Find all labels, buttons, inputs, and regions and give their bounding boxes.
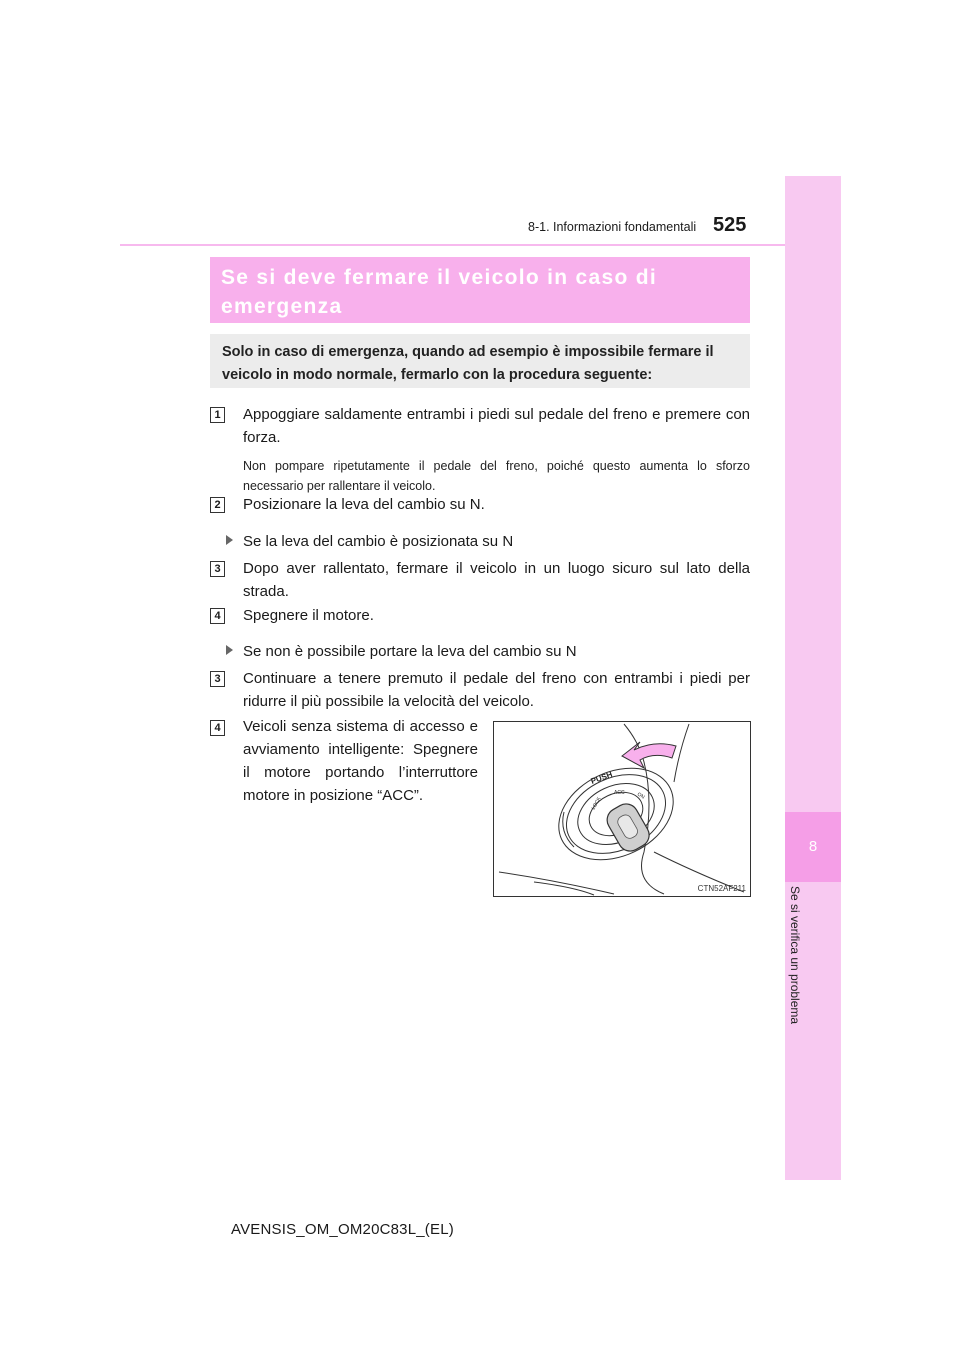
page-number: 525 bbox=[713, 214, 747, 236]
step-badge: 2 bbox=[210, 497, 225, 513]
header-rule bbox=[120, 244, 785, 246]
section-title-box bbox=[210, 257, 750, 323]
step-badge: 1 bbox=[210, 407, 225, 423]
triangle-bullet-icon bbox=[226, 535, 233, 545]
step-badge: 3 bbox=[210, 561, 225, 577]
intro-box bbox=[210, 334, 750, 388]
section-title: Se si deve fermare il veicolo in caso di emergenza bbox=[221, 266, 658, 318]
case-heading bbox=[226, 641, 577, 663]
triangle-bullet-icon bbox=[226, 645, 233, 655]
acc-label: ACC bbox=[614, 790, 625, 796]
chapter-title-vertical bbox=[780, 886, 810, 1066]
step-badge: 4 bbox=[210, 720, 225, 736]
lock-label: LOCK bbox=[590, 796, 603, 811]
section-reference: 8-1. Informazioni fondamentali bbox=[528, 220, 697, 234]
on-label: ON bbox=[636, 791, 646, 801]
push-label: PUSH bbox=[589, 769, 614, 786]
ignition-key-illustration bbox=[494, 722, 750, 896]
intro-text: Solo in caso di emergenza, quando ad esempio è impossibile fermare il veicolo in modo normale, fermarlo con la procedura seguente: bbox=[222, 344, 714, 383]
step-text: Dopo aver rallentato, fermare il veicolo in un luogo sicuro sul lato della strada. bbox=[243, 560, 750, 600]
chapter-title-text: Se si verifica un problema bbox=[788, 886, 802, 1025]
chapter-number-tab: 8 bbox=[785, 812, 841, 882]
step-text: Posizionare la leva del cambio su N. bbox=[243, 496, 485, 513]
step-badge: 4 bbox=[210, 608, 225, 624]
case-heading-text: Se non è possibile portare la leva del cambio su N bbox=[243, 643, 577, 660]
figure-code: CTN52AF211 bbox=[697, 884, 746, 893]
ignition-switch-figure bbox=[493, 721, 751, 897]
case-heading bbox=[226, 531, 513, 553]
step-note: Non pompare ripetutamente il pedale del freno, poiché questo aumenta lo sforzo necessario per rallentare il veicolo. bbox=[243, 459, 750, 493]
case-heading-text: Se la leva del cambio è posizionata su N bbox=[243, 533, 514, 550]
step-text: Continuare a tenere premuto il pedale del freno con entrambi i piedi per ridurre il più possibile la velocità del veicolo. bbox=[243, 670, 750, 710]
step-text: Spegnere il motore. bbox=[243, 607, 374, 624]
step-text: Veicoli senza sistema di accesso e avviamento intelligente: Spegnere il motore portando l’interruttore motore in posizione “ACC”. bbox=[243, 718, 478, 804]
step-badge: 3 bbox=[210, 671, 225, 687]
step-text: Appoggiare saldamente entrambi i piedi sul pedale del freno e premere con forza. bbox=[243, 406, 750, 446]
document-footer: AVENSIS_OM_OM20C83L_(EL) bbox=[231, 1221, 454, 1238]
